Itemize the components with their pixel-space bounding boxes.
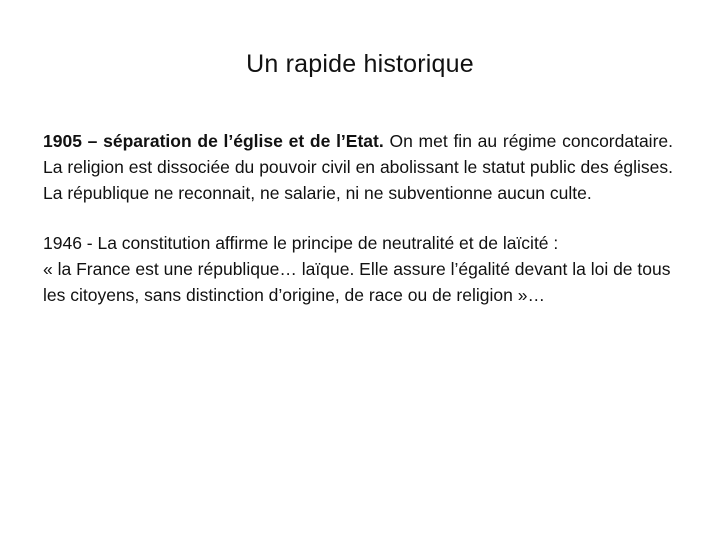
paragraph-1946-line2: « la France est une république… laïque. Elle assure l’égalité devant la loi de tous les citoyens, sans distinction d’origine, de race ou de religion »… [43,259,671,305]
slide-title: Un rapide historique [246,50,474,78]
paragraph-1905-lead: 1905 – séparation de l’église et de l’Etat. [43,131,384,151]
paragraph-1946 [43,230,673,308]
paragraph-1905 [43,128,673,206]
paragraph-1946-line1: 1946 - La constitution affirme le principe de neutralité et de laïcité : [43,233,559,253]
paragraph-1905-text: On met fin au régime concordataire. La religion est dissociée du pouvoir civil en abolissant le statut public des églises. La république ne reconnait, ne salarie, ni ne subventionne aucun culte. [43,131,673,203]
slide-body [43,128,673,308]
